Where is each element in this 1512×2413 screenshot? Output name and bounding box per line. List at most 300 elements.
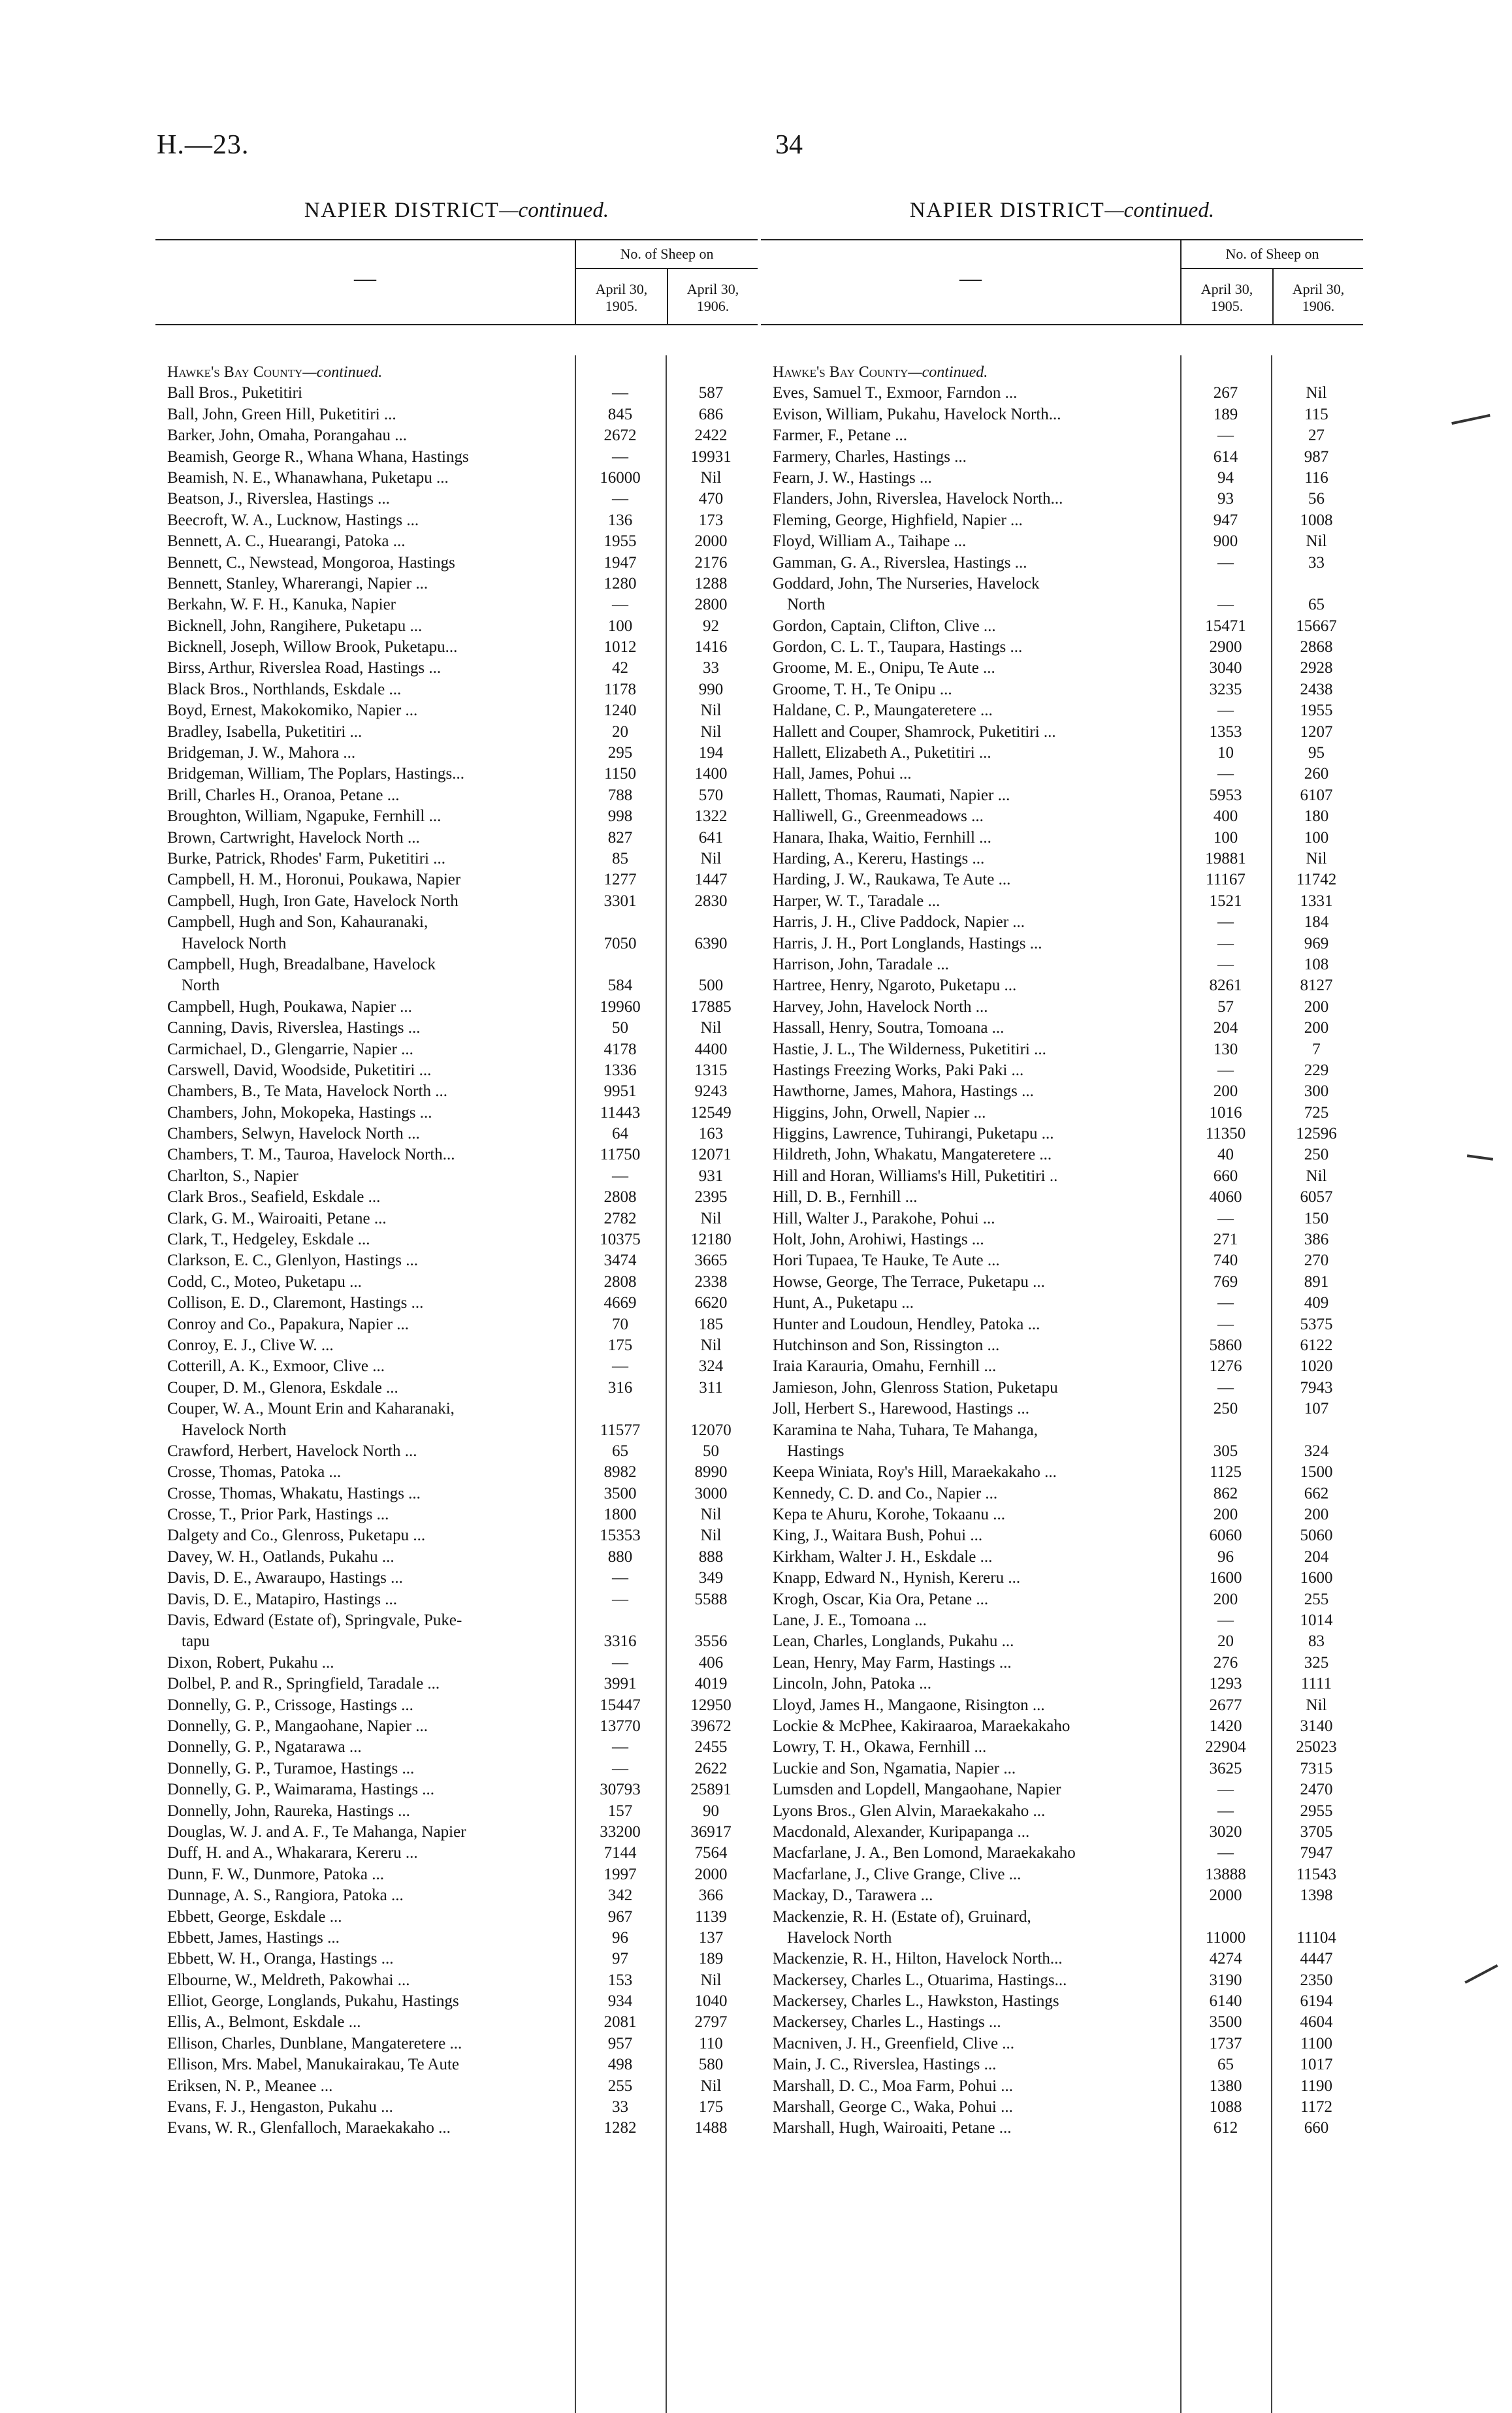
sheep-1905-value: 33200 xyxy=(600,1822,641,1841)
table-row xyxy=(761,933,1363,954)
sheep-1905-cell xyxy=(1180,1695,1271,1716)
sheep-1906-value: 6620 xyxy=(694,1294,728,1312)
sheep-1906-cell xyxy=(666,1504,756,1525)
owner-name-line: Ebbett, James, Hastings ... xyxy=(167,1928,340,1947)
sheep-1906-cell xyxy=(1271,2076,1362,2097)
sheep-1905-cell xyxy=(575,383,666,404)
owner-name-line: Hastie, J. L., The Wilderness, Puketitiri ... xyxy=(773,1040,1046,1058)
sheep-1905-cell xyxy=(1180,1335,1271,1356)
sheep-1906-value: 200 xyxy=(1304,1506,1329,1524)
sheep-1906-value: Nil xyxy=(1306,532,1327,551)
sheep-1906-value: 6194 xyxy=(1300,1992,1333,2011)
table-row xyxy=(155,1018,758,1039)
owner-name-line: Dunnage, A. S., Rangiora, Patoka ... xyxy=(167,1887,404,1905)
table-row xyxy=(155,447,758,468)
table-row xyxy=(761,1462,1363,1483)
owner-name xyxy=(155,594,563,615)
sheep-1906-value: 184 xyxy=(1304,913,1329,931)
owner-name-line: Lean, Charles, Longlands, Pukahu ... xyxy=(773,1632,1014,1651)
sheep-1906-cell xyxy=(666,1716,756,1737)
sheep-1905-cell xyxy=(575,1314,666,1335)
owner-name-line: Flanders, John, Riverslea, Havelock North... xyxy=(773,490,1063,508)
owner-name-line: Brown, Cartwright, Havelock North ... xyxy=(167,828,420,847)
sheep-1905-value: 136 xyxy=(607,511,633,529)
sheep-1905-value: 2677 xyxy=(1209,1696,1242,1714)
table-row xyxy=(761,1525,1363,1546)
sheep-1905-cell xyxy=(1180,1356,1271,1377)
sheep-1906-value: Nil xyxy=(1306,384,1327,402)
sheep-1906-value: 50 xyxy=(703,1442,719,1460)
owner-name-line: Cotterill, A. K., Exmoor, Clive ... xyxy=(167,1357,385,1376)
table-row xyxy=(761,1166,1363,1187)
sheep-1905-cell xyxy=(1180,764,1271,785)
sheep-1905-value: 6060 xyxy=(1209,1527,1242,1545)
sheep-1905-cell xyxy=(575,828,666,849)
table-row xyxy=(155,1907,758,1928)
sheep-1905-cell xyxy=(575,1039,666,1060)
owner-name-line: Mackersey, Charles L., Otuarima, Hastings... xyxy=(773,1971,1067,1989)
table-header xyxy=(155,239,758,325)
table-row xyxy=(761,1483,1363,1504)
sheep-1905-cell xyxy=(1180,1314,1271,1335)
sheep-1906-cell xyxy=(666,2097,756,2118)
owner-name xyxy=(761,658,1168,679)
sheep-1906-value: 470 xyxy=(698,490,724,508)
sheep-1905-cell xyxy=(575,574,666,594)
owner-name-line: Hutchinson and Son, Rissington ... xyxy=(773,1336,1000,1354)
sheep-1906-cell xyxy=(666,2012,756,2033)
owner-name-line: Eriksen, N. P., Meanee ... xyxy=(167,2077,333,2095)
sheep-1905-value: 42 xyxy=(612,659,628,677)
owner-name-line: Higgins, Lawrence, Tuhirangi, Puketapu ... xyxy=(773,1125,1054,1143)
owner-name-line: Elliot, George, Longlands, Pukahu, Hastings xyxy=(167,1992,459,2011)
sheep-1906-value: 2797 xyxy=(694,2013,728,2032)
owner-name-line: Douglas, W. J. and A. F., Te Mahanga, Napier xyxy=(167,1822,466,1841)
sheep-1905-value: — xyxy=(1217,1844,1234,1862)
table-row xyxy=(761,1229,1363,1250)
sheep-1906-value: 260 xyxy=(1304,765,1329,783)
owner-name xyxy=(155,1547,563,1568)
owner-name-line: Birss, Arthur, Riverslea Road, Hastings ... xyxy=(167,659,442,677)
owner-name-line: Harris, J. H., Port Longlands, Hastings ... xyxy=(773,934,1042,952)
table-row xyxy=(155,806,758,827)
sheep-1906-value: 969 xyxy=(1304,934,1329,952)
owner-name-line: Hunter and Loudoun, Hendley, Patoka ... xyxy=(773,1315,1040,1333)
table-row xyxy=(761,1399,1363,1419)
sheep-1905-cell xyxy=(1180,954,1271,975)
sheep-1906-value: 95 xyxy=(1308,744,1325,762)
sheep-1906-cell xyxy=(666,1208,756,1229)
owner-name xyxy=(155,1208,563,1229)
owner-name xyxy=(761,1589,1168,1610)
sheep-1906-value: 5375 xyxy=(1300,1315,1333,1333)
owner-name-line: Hill, D. B., Fernhill ... xyxy=(773,1188,918,1206)
table-row xyxy=(761,1885,1363,1906)
sheep-1906-value: 1172 xyxy=(1300,2098,1333,2116)
owner-name-line: Bridgeman, William, The Poplars, Hastings... xyxy=(167,765,464,783)
table-row xyxy=(155,679,758,700)
owner-name xyxy=(155,1229,563,1250)
owner-name-line: Conroy and Co., Papakura, Napier ... xyxy=(167,1315,410,1333)
table-row xyxy=(155,1589,758,1610)
sheep-1905-cell xyxy=(575,997,666,1018)
owner-name xyxy=(761,1039,1168,1060)
owner-name-line: Lincoln, John, Patoka ... xyxy=(773,1675,932,1693)
owner-name-line: Boyd, Ernest, Makokomiko, Napier ... xyxy=(167,702,418,720)
table-row xyxy=(155,869,758,890)
table-row xyxy=(761,1547,1363,1568)
sheep-1906-cell xyxy=(1271,1822,1362,1843)
sheep-1906-value: 1600 xyxy=(1300,1569,1333,1587)
sheep-1906-value: 56 xyxy=(1308,490,1325,508)
rows xyxy=(761,383,1363,2139)
owner-name-line: Hallett, Elizabeth A., Puketitiri ... xyxy=(773,744,991,762)
sheep-1905-value: 614 xyxy=(1213,447,1238,466)
sheep-1905-value: 769 xyxy=(1213,1272,1238,1291)
table-row xyxy=(155,997,758,1018)
sheep-1905-cell xyxy=(575,2097,666,2118)
owner-name-line: Hallett, Thomas, Raumati, Napier ... xyxy=(773,786,1010,804)
owner-name-line: Lyons Bros., Glen Alvin, Maraekakaho ... xyxy=(773,1802,1046,1820)
sheep-1906-cell xyxy=(1271,1081,1362,1102)
sheep-1906-cell xyxy=(1271,869,1362,890)
sheep-1906-cell xyxy=(666,1018,756,1039)
sheep-1905-cell xyxy=(575,1208,666,1229)
sheep-1906-value: 500 xyxy=(698,977,724,995)
sheep-1905-value: 267 xyxy=(1213,384,1238,402)
sheep-1906-value: 1447 xyxy=(694,871,728,889)
sheep-1906-value: 33 xyxy=(703,659,719,677)
sheep-1906-value: Nil xyxy=(700,702,722,720)
owner-name-continuation: North xyxy=(182,977,220,995)
owner-name xyxy=(155,1843,563,1864)
sheep-1905-value: 1088 xyxy=(1209,2098,1242,2116)
owner-name xyxy=(155,954,563,997)
sheep-1905-value: 30793 xyxy=(600,1781,641,1799)
sheep-1906-value: 9243 xyxy=(694,1082,728,1101)
owner-name xyxy=(761,785,1168,806)
sheep-1906-cell xyxy=(1271,1293,1362,1314)
owner-name xyxy=(761,1547,1168,1568)
owner-name-line: Clark, T., Hedgeley, Eskdale ... xyxy=(167,1231,370,1249)
table-row xyxy=(155,2118,758,2139)
owner-name xyxy=(155,553,563,574)
owner-name xyxy=(761,404,1168,425)
sheep-1905-value: 3625 xyxy=(1209,1759,1242,1777)
table-row xyxy=(761,1737,1363,1758)
sheep-1906-cell xyxy=(666,1124,756,1144)
sheep-1906-cell xyxy=(1271,1229,1362,1250)
rows xyxy=(155,383,758,2139)
sheep-1905-cell xyxy=(1180,1716,1271,1737)
sheep-1905-cell xyxy=(1180,447,1271,468)
table-row xyxy=(155,1483,758,1504)
sheep-1905-value: — xyxy=(612,1759,628,1777)
sheep-1906-cell xyxy=(666,869,756,890)
sheep-1905-value: 175 xyxy=(607,1336,633,1354)
owner-name xyxy=(761,1144,1168,1165)
sheep-1905-cell xyxy=(575,1864,666,1885)
sheep-1905-value: 2000 xyxy=(1209,1887,1242,1905)
owner-name-line: Hildreth, John, Whakatu, Mangateretere ... xyxy=(773,1146,1052,1164)
table-row xyxy=(155,722,758,743)
table-row xyxy=(155,510,758,531)
owner-name xyxy=(761,1525,1168,1546)
owner-name xyxy=(761,1631,1168,1652)
owner-name-line: Broughton, William, Ngapuke, Fernhill ... xyxy=(167,807,442,826)
table-row xyxy=(155,425,758,446)
sheep-1906-value: 2830 xyxy=(694,892,728,910)
sheep-1905-value: 584 xyxy=(607,977,633,995)
owner-name-line: Lockie & McPhee, Kakiraaroa, Maraekakaho xyxy=(773,1717,1070,1735)
owner-name-line: Bennett, A. C., Huearangi, Patoka ... xyxy=(167,532,406,551)
sheep-1906-cell xyxy=(1271,1949,1362,1969)
owner-name xyxy=(761,1356,1168,1377)
sheep-1906-value: 200 xyxy=(1304,997,1329,1016)
sheep-1906-cell xyxy=(666,828,756,849)
owner-name xyxy=(761,1293,1168,1314)
sheep-1905-cell xyxy=(575,1716,666,1737)
table-row xyxy=(761,1314,1363,1335)
sheep-1906-value: Nil xyxy=(1306,1696,1327,1714)
sheep-1905-value: 20 xyxy=(1217,1632,1234,1651)
owner-name xyxy=(155,722,563,743)
header-group-title: No. of Sheep on xyxy=(1182,240,1363,269)
table-row xyxy=(155,468,758,489)
sheep-1905-value: 271 xyxy=(1213,1231,1238,1249)
sheep-1905-cell xyxy=(1180,679,1271,700)
table-row xyxy=(155,383,758,404)
owner-name xyxy=(155,869,563,890)
sheep-1906-value: 7947 xyxy=(1300,1844,1333,1862)
owner-name-line: Lumsden and Lopdell, Mangaohane, Napier xyxy=(773,1781,1061,1799)
table-row xyxy=(155,1250,758,1271)
owner-name-line: Chambers, T. M., Tauroa, Havelock North... xyxy=(167,1146,455,1164)
owner-name-line: Beamish, N. E., Whanawhana, Puketapu ... xyxy=(167,468,449,487)
sheep-1905-cell xyxy=(575,1187,666,1208)
owner-name-line: Chambers, Selwyn, Havelock North ... xyxy=(167,1125,420,1143)
owner-name xyxy=(155,468,563,489)
sheep-1905-value: 5953 xyxy=(1209,786,1242,804)
sheep-1905-value: 11750 xyxy=(600,1146,641,1164)
sheep-1905-value: 94 xyxy=(1217,468,1234,487)
owner-name xyxy=(761,1166,1168,1187)
sheep-1906-cell xyxy=(666,425,756,446)
sheep-1906-cell xyxy=(1271,1399,1362,1419)
sheep-1906-cell xyxy=(666,510,756,531)
sheep-1906-value: 1416 xyxy=(694,638,728,656)
owner-name xyxy=(761,1737,1168,1758)
owner-name xyxy=(155,2033,563,2054)
owner-name-line: Keepa Winiata, Roy's Hill, Maraekakaho ... xyxy=(773,1463,1057,1482)
sheep-1905-cell xyxy=(1180,2076,1271,2097)
sheep-1905-cell xyxy=(575,700,666,721)
table-row xyxy=(761,869,1363,890)
table-row xyxy=(761,447,1363,468)
sheep-1906-value: 39672 xyxy=(690,1717,732,1735)
sheep-1905-cell xyxy=(1180,1462,1271,1483)
sheep-1905-cell xyxy=(1180,1018,1271,1039)
table-row xyxy=(761,764,1363,785)
owner-name xyxy=(155,1144,563,1165)
sheep-1906-value: 12071 xyxy=(690,1146,732,1164)
sheep-1905-value: 255 xyxy=(607,2077,633,2095)
sheep-1905-cell xyxy=(1180,1378,1271,1399)
table-row xyxy=(761,1716,1363,1737)
owner-name-line: Gamman, G. A., Riverslea, Hastings ... xyxy=(773,553,1027,572)
sheep-1906-cell xyxy=(1271,1018,1362,1039)
owner-name xyxy=(761,574,1168,616)
sheep-1906-cell xyxy=(666,700,756,721)
table-row xyxy=(761,1356,1363,1377)
sheep-1906-value: Nil xyxy=(1306,1167,1327,1185)
sheep-1905-cell xyxy=(1180,2097,1271,2118)
sheep-1905-cell xyxy=(575,1250,666,1271)
sheep-1905-cell xyxy=(1180,933,1271,954)
sheep-1905-value: 57 xyxy=(1217,997,1234,1016)
sheep-1906-value: 660 xyxy=(1304,2119,1329,2137)
sheep-1905-value: 2081 xyxy=(603,2013,637,2032)
owner-name-line: Jamieson, John, Glenross Station, Puketapu xyxy=(773,1378,1058,1397)
header-group-title: No. of Sheep on xyxy=(576,240,758,269)
sheep-1905-value: 33 xyxy=(612,2098,628,2116)
owner-name xyxy=(761,1187,1168,1208)
sheep-1905-value: — xyxy=(612,1167,628,1185)
sheep-1905-cell xyxy=(1180,1907,1271,1949)
sheep-1906-cell xyxy=(666,1568,756,1589)
sheep-1906-value: 2350 xyxy=(1300,1971,1333,1989)
sheep-1905-value: 1353 xyxy=(1209,722,1242,741)
table-row xyxy=(761,1187,1363,1208)
owner-name-line: Lowry, T. H., Okawa, Fernhill ... xyxy=(773,1738,987,1757)
table-row xyxy=(155,1525,758,1546)
sheep-1905-cell xyxy=(1180,1124,1271,1144)
owner-name-continuation: North xyxy=(787,596,826,614)
owner-name-line: Davis, D. E., Awaraupo, Hastings ... xyxy=(167,1569,403,1587)
sheep-1906-cell xyxy=(1271,764,1362,785)
sheep-1905-cell xyxy=(575,1166,666,1187)
sheep-1906-cell xyxy=(666,1166,756,1187)
sheep-1906-value: 1190 xyxy=(1300,2077,1333,2095)
sheep-1905-value: 157 xyxy=(607,1802,633,1820)
table-row xyxy=(155,1779,758,1800)
owner-name xyxy=(761,722,1168,743)
table-row xyxy=(155,1039,758,1060)
sheep-1905-cell xyxy=(575,1801,666,1822)
sheep-1905-value: 934 xyxy=(607,1992,633,2011)
owner-name xyxy=(761,806,1168,827)
owner-name xyxy=(155,1441,563,1462)
sheep-1906-value: 3000 xyxy=(694,1484,728,1502)
sheep-1906-value: 204 xyxy=(1304,1547,1329,1566)
owner-name-line: Lane, J. E., Tomoana ... xyxy=(773,1611,927,1630)
owner-name-line: Conroy, E. J., Clive W. ... xyxy=(167,1336,334,1354)
owner-name xyxy=(155,1885,563,1906)
owner-name-line: Couper, W. A., Mount Erin and Kaharanaki, xyxy=(167,1400,455,1418)
sheep-1905-value: 1336 xyxy=(603,1061,637,1079)
sheep-1906-value: 325 xyxy=(1304,1653,1329,1672)
sheep-1906-cell xyxy=(1271,658,1362,679)
sheep-1905-value: 16000 xyxy=(600,468,641,487)
sheep-1905-value: 1150 xyxy=(603,765,637,783)
sheep-1906-cell xyxy=(1271,933,1362,954)
owner-name-line: Carswell, David, Woodside, Puketitiri ... xyxy=(167,1061,432,1079)
owner-name xyxy=(761,1695,1168,1716)
sheep-1906-cell xyxy=(666,1907,756,1928)
sheep-1905-value: 7050 xyxy=(603,934,637,952)
table-row xyxy=(155,1378,758,1399)
table-row xyxy=(155,1758,758,1779)
table-row xyxy=(761,1250,1363,1271)
owner-name xyxy=(761,828,1168,849)
sheep-1905-cell xyxy=(1180,510,1271,531)
owner-name xyxy=(155,1378,563,1399)
sheep-1905-value: 11167 xyxy=(1206,871,1246,889)
table-row xyxy=(155,764,758,785)
sheep-1906-cell xyxy=(1271,975,1362,996)
table-row xyxy=(155,574,758,594)
sheep-1906-value: 107 xyxy=(1304,1400,1329,1418)
sheep-1905-value: 3020 xyxy=(1209,1822,1242,1841)
sheep-1905-cell xyxy=(575,1695,666,1716)
sheep-1905-value: 2672 xyxy=(603,427,637,445)
sheep-1905-value: 189 xyxy=(1213,405,1238,423)
sheep-1906-cell xyxy=(1271,531,1362,552)
sheep-1905-value: 1280 xyxy=(603,574,637,592)
sheep-1906-value: 6122 xyxy=(1300,1336,1333,1354)
sheep-1905-cell xyxy=(575,1547,666,1568)
owner-name xyxy=(155,679,563,700)
sheep-1905-cell xyxy=(1180,1081,1271,1102)
sheep-1905-cell xyxy=(575,1462,666,1483)
table-row xyxy=(761,468,1363,489)
table-row xyxy=(155,404,758,425)
owner-name xyxy=(761,1378,1168,1399)
owner-name-line: Campbell, H. M., Horonui, Poukawa, Napier xyxy=(167,871,461,889)
sheep-1905-cell xyxy=(575,1144,666,1165)
sheep-1906-cell xyxy=(666,2076,756,2097)
sheep-1905-cell xyxy=(1180,531,1271,552)
sheep-1906-cell xyxy=(1271,1589,1362,1610)
owner-name xyxy=(761,679,1168,700)
sheep-1905-value: 845 xyxy=(607,405,633,423)
owner-name xyxy=(155,1610,563,1653)
sheep-1906-value: Nil xyxy=(700,468,722,487)
margin-mark xyxy=(1464,1964,1498,1984)
owner-name-line: Campbell, Hugh, Breadalbane, Havelock xyxy=(167,955,436,973)
sheep-1906-cell xyxy=(666,1653,756,1674)
sheep-1905-value: — xyxy=(612,1653,628,1672)
table-row xyxy=(155,912,758,954)
owner-name xyxy=(155,1272,563,1293)
sheep-1906-value: 12070 xyxy=(690,1421,732,1439)
sheep-1906-cell xyxy=(666,743,756,764)
table-row xyxy=(761,425,1363,446)
sheep-1905-cell xyxy=(1180,1483,1271,1504)
owner-name xyxy=(761,637,1168,658)
table-row xyxy=(761,1335,1363,1356)
owner-name-line: Fearn, J. W., Hastings ... xyxy=(773,468,932,487)
sheep-1906-cell xyxy=(666,1462,756,1483)
sheep-1906-cell xyxy=(666,658,756,679)
sheep-1906-value: 587 xyxy=(698,384,724,402)
table-row xyxy=(761,975,1363,996)
owner-name-line: Canning, Davis, Riverslea, Hastings ... xyxy=(167,1019,421,1037)
sheep-1905-value: 3991 xyxy=(603,1675,637,1693)
table-row xyxy=(761,1779,1363,1800)
sheep-1906-cell xyxy=(1271,1250,1362,1271)
owner-name-continuation: Havelock North xyxy=(787,1928,892,1947)
